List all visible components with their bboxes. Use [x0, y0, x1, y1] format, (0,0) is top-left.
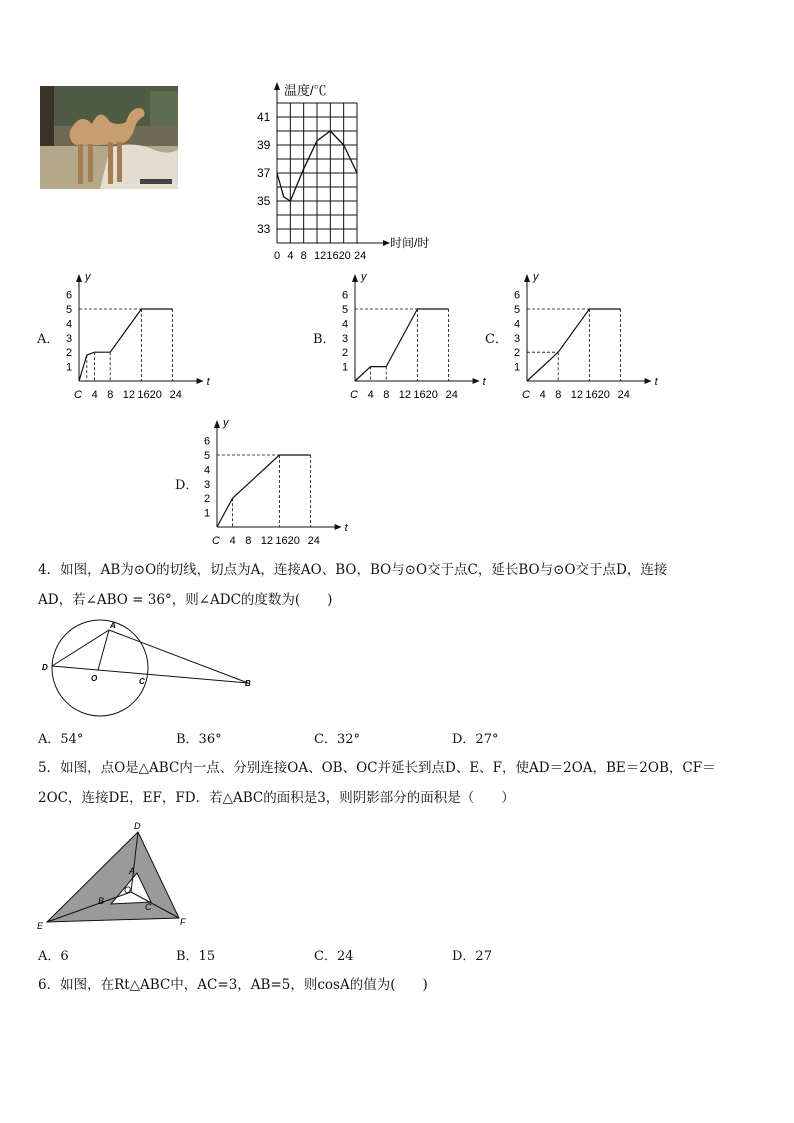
y-tick-label: 2	[514, 347, 521, 360]
q5-option-b[interactable]: B．15	[176, 949, 216, 964]
graph-curve	[217, 455, 311, 527]
x-tick-label: 24	[617, 389, 630, 401]
option-c-label: C．	[485, 332, 508, 347]
option-d-label: D．	[175, 478, 199, 493]
q5-label-b: B	[98, 896, 105, 906]
q4-line1: 4．如图，AB为⊙O的切线，切点为A，连接AO、BO，BO与⊙O交于点C，延长BO与⊙O交于点D，连接	[38, 562, 668, 578]
y-tick-label: 33	[257, 222, 271, 236]
y-axis-arrow	[76, 274, 82, 282]
y-tick-label: 39	[257, 138, 271, 152]
q4-label-b: B	[245, 679, 251, 688]
x-tick-label: 1620	[585, 389, 610, 401]
x-tick-label: 4	[539, 389, 546, 401]
y-tick-label: 4	[342, 318, 349, 331]
y-tick-label: 3	[66, 332, 73, 345]
chart-xlabel: 时间/时	[390, 236, 430, 250]
x-tick-label: 12	[398, 389, 412, 401]
q5-line1: 5．如图，点O是△ABC内一点、分别连接OA、OB、OC并延长到点D、E、F，使AD＝2OA，BE＝2OB，CF＝	[38, 760, 716, 776]
y-axis-label: y	[85, 271, 91, 283]
x-tick-label: 4	[229, 535, 236, 547]
triangle-def	[47, 832, 179, 922]
y-tick-label: 41	[257, 110, 271, 124]
q5-option-c[interactable]: C．24	[314, 949, 354, 964]
y-tick-label: 4	[204, 464, 211, 477]
option-a-graph	[57, 268, 210, 403]
y-tick-label: 6	[514, 289, 521, 302]
y-tick-label: 5	[514, 304, 521, 316]
x-tick-label: 4	[287, 250, 294, 262]
x-tick-label: 12	[570, 389, 584, 401]
q4-line2: AD，若∠ABO = 36°，则∠ADC的度数为( )	[38, 592, 333, 608]
origin-label: C	[74, 389, 82, 401]
q4-label-o: O	[91, 674, 98, 683]
y-tick-label: 4	[514, 318, 521, 331]
temperature-chart	[255, 78, 445, 263]
x-axis-arrow	[335, 524, 342, 530]
q4-text	[38, 555, 768, 615]
camel-photo	[40, 86, 178, 189]
y-axis-arrow	[352, 274, 358, 282]
origin-label: C	[522, 389, 530, 401]
x-axis-arrow	[197, 378, 204, 384]
x-tick-label: 0	[274, 250, 281, 262]
y-axis-arrow	[214, 420, 220, 428]
q4-option-a[interactable]: A．54°	[38, 732, 84, 747]
y-tick-label: 1	[342, 361, 349, 374]
q5-label-d: D	[134, 821, 141, 831]
x-tick-label: 12	[314, 250, 327, 262]
x-tick-label: 8	[555, 389, 562, 401]
option-b-label: B．	[313, 332, 336, 347]
origin-label: C	[350, 389, 358, 401]
y-tick-label: 1	[204, 507, 211, 520]
x-axis-label: t	[206, 376, 210, 388]
x-tick-label: 8	[300, 250, 307, 262]
x-tick-label: 1620	[275, 535, 300, 547]
x-tick-label: 4	[91, 389, 98, 401]
x-tick-label: 24	[445, 389, 458, 401]
x-tick-label: 1620	[326, 250, 351, 262]
y-tick-label: 6	[204, 435, 211, 448]
q4-label-d: D	[42, 663, 48, 672]
y-tick-label: 1	[514, 361, 521, 374]
y-tick-label: 35	[257, 194, 271, 208]
q5-figure	[33, 818, 198, 933]
y-tick-label: 5	[204, 450, 211, 462]
x-axis-label: t	[654, 376, 658, 388]
x-axis-arrow	[383, 240, 390, 246]
y-tick-label: 6	[342, 289, 349, 302]
y-axis-label: y	[533, 271, 539, 283]
y-tick-label: 3	[204, 478, 211, 491]
q5-option-d[interactable]: D．27	[452, 949, 492, 964]
y-tick-label: 2	[66, 347, 73, 360]
x-tick-label: 12	[122, 389, 136, 401]
y-axis-arrow	[524, 274, 530, 282]
q4-figure	[38, 618, 263, 720]
y-axis-arrow	[274, 82, 280, 90]
x-axis-label: t	[482, 376, 486, 388]
x-tick-label: 1620	[413, 389, 438, 401]
y-tick-label: 3	[342, 332, 349, 345]
y-tick-label: 6	[66, 289, 73, 302]
x-tick-label: 1620	[137, 389, 162, 401]
y-tick-label: 2	[342, 347, 349, 360]
q5-line2: 2OC，连接DE，EF，FD．若△ABC的面积是3，则阴影部分的面积是（ ）	[38, 790, 515, 806]
origin-label: C	[212, 535, 220, 547]
line-ab	[109, 630, 248, 683]
q5-text	[38, 753, 768, 813]
x-axis-label: t	[344, 522, 348, 534]
y-tick-label: 37	[257, 166, 271, 180]
q4-label-c: C	[139, 677, 145, 686]
option-c-graph	[505, 268, 658, 403]
q6-text	[38, 970, 768, 1000]
q6-line1: 6．如图，在Rt△ABC中，AC=3，AB=5，则cosA的值为( )	[38, 977, 428, 993]
x-axis-arrow	[473, 378, 480, 384]
x-axis-arrow	[645, 378, 652, 384]
option-a-label: A．	[37, 332, 60, 347]
x-tick-label: 12	[260, 535, 274, 547]
x-tick-label: 24	[307, 535, 320, 547]
q4-option-b[interactable]: B．36°	[176, 732, 222, 747]
q5-label-f: F	[180, 917, 186, 927]
x-tick-label: 8	[383, 389, 390, 401]
chart-title: 温度/℃	[284, 83, 327, 98]
q5-label-e: E	[37, 921, 44, 931]
q4-option-d[interactable]: D．27°	[452, 732, 499, 747]
x-tick-label: 8	[245, 535, 252, 547]
q4-label-a: A	[110, 621, 116, 630]
q5-label-o: O	[124, 885, 132, 895]
x-tick-label: 4	[367, 389, 374, 401]
y-axis-label: y	[223, 417, 229, 429]
x-tick-label: 24	[169, 389, 182, 401]
y-tick-label: 2	[204, 493, 211, 506]
y-tick-label: 1	[66, 361, 73, 374]
option-d-graph	[195, 414, 348, 549]
graph-curve	[355, 309, 449, 381]
graph-curve	[527, 309, 621, 381]
q5-label-a: A	[129, 866, 136, 876]
y-tick-label: 5	[66, 304, 73, 316]
option-b-graph	[333, 268, 486, 403]
line-db	[52, 666, 248, 683]
y-tick-label: 3	[514, 332, 521, 345]
y-tick-label: 5	[342, 304, 349, 316]
q4-option-c[interactable]: C．32°	[314, 732, 360, 747]
y-tick-label: 4	[66, 318, 73, 331]
q5-option-a[interactable]: A．6	[38, 949, 69, 964]
q5-label-c: C	[145, 902, 152, 912]
x-tick-label: 24	[354, 250, 367, 262]
x-tick-label: 8	[107, 389, 114, 401]
graph-curve	[79, 309, 173, 381]
y-axis-label: y	[361, 271, 367, 283]
